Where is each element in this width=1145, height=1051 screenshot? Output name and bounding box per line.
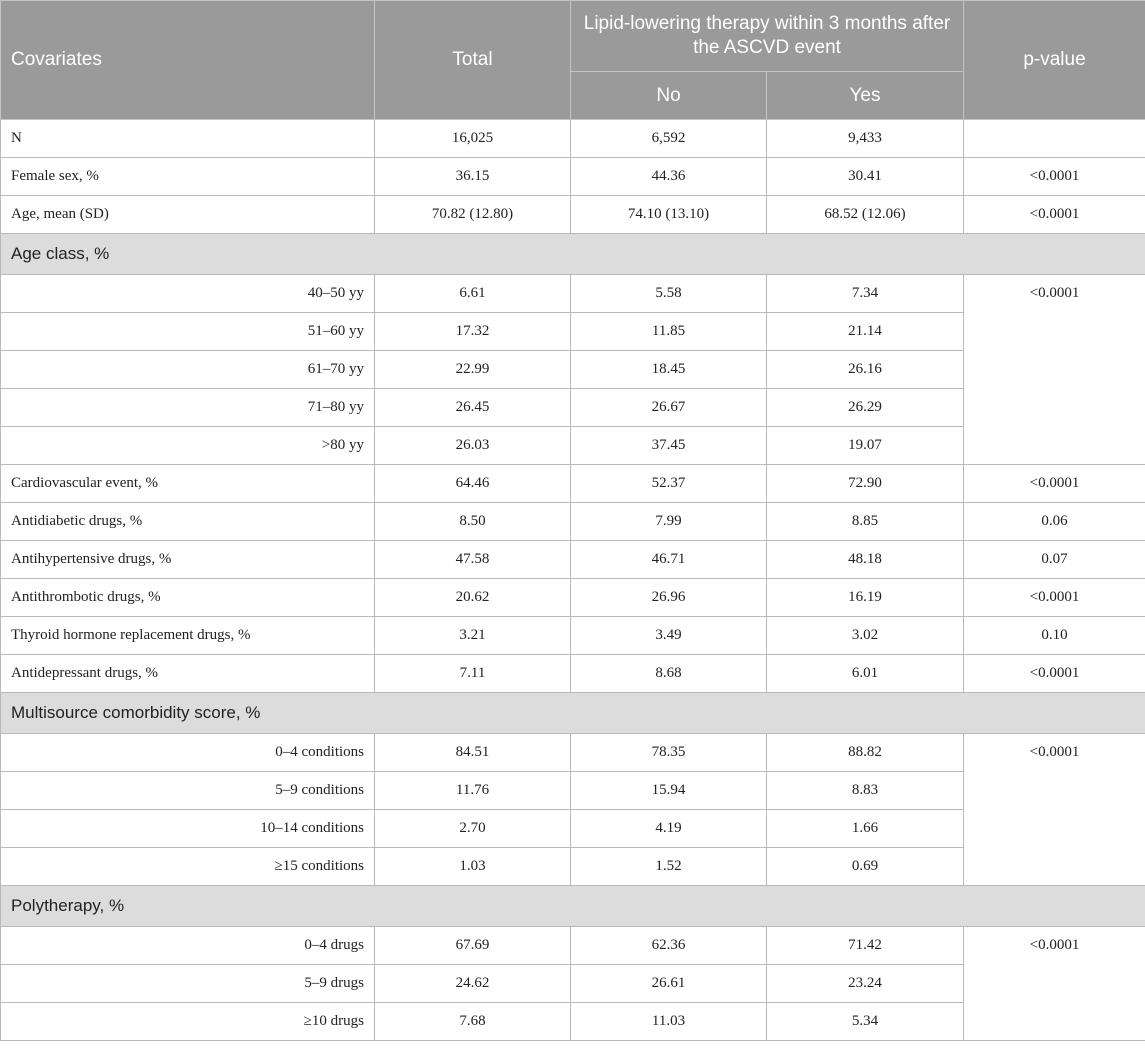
- row-label: Female sex, %: [1, 158, 375, 196]
- cell-yes: 6.01: [767, 655, 964, 693]
- cell-no: 8.68: [571, 655, 767, 693]
- cell-yes: 0.69: [767, 848, 964, 886]
- row-label: 10–14 conditions: [1, 810, 375, 848]
- table-row-antidepressant: [1, 655, 1145, 693]
- row-label: 0–4 conditions: [1, 734, 375, 772]
- table-row-n: [1, 120, 1145, 158]
- row-label: 40–50 yy: [1, 275, 375, 313]
- cell-yes: 23.24: [767, 965, 964, 1003]
- cell-total: 8.50: [375, 503, 571, 541]
- cell-total: 6.61: [375, 275, 571, 313]
- section-title: Polytherapy, %: [1, 886, 1145, 927]
- row-label: 71–80 yy: [1, 389, 375, 427]
- cell-no: 37.45: [571, 427, 767, 465]
- row-label: >80 yy: [1, 427, 375, 465]
- header-yes: Yes: [767, 72, 964, 120]
- section-comorbidity: [1, 693, 1145, 734]
- cell-no: 18.45: [571, 351, 767, 389]
- table-row-antidiabetic: [1, 503, 1145, 541]
- cell-pvalue: 0.07: [964, 541, 1145, 579]
- row-label: 51–60 yy: [1, 313, 375, 351]
- table-row-antithrombotic: [1, 579, 1145, 617]
- row-label: Cardiovascular event, %: [1, 465, 375, 503]
- cell-yes: 9,433: [767, 120, 964, 158]
- header-therapy: Lipid-lowering therapy within 3 months after the ASCVD event: [571, 1, 964, 72]
- cell-total: 11.76: [375, 772, 571, 810]
- row-label: ≥10 drugs: [1, 1003, 375, 1041]
- cell-pvalue: <0.0001: [964, 275, 1145, 465]
- row-label: Age, mean (SD): [1, 196, 375, 234]
- header-total: Total: [375, 1, 571, 120]
- cell-no: 26.61: [571, 965, 767, 1003]
- cell-yes: 30.41: [767, 158, 964, 196]
- cell-no: 26.96: [571, 579, 767, 617]
- row-label: N: [1, 120, 375, 158]
- cell-pvalue: <0.0001: [964, 927, 1145, 1041]
- cell-pvalue: <0.0001: [964, 158, 1145, 196]
- cell-yes: 68.52 (12.06): [767, 196, 964, 234]
- cell-no: 4.19: [571, 810, 767, 848]
- cell-total: 26.45: [375, 389, 571, 427]
- cell-pvalue: 0.06: [964, 503, 1145, 541]
- cell-no: 7.99: [571, 503, 767, 541]
- cell-pvalue: <0.0001: [964, 655, 1145, 693]
- cell-yes: 3.02: [767, 617, 964, 655]
- cell-total: 70.82 (12.80): [375, 196, 571, 234]
- cell-no: 52.37: [571, 465, 767, 503]
- cell-no: 11.85: [571, 313, 767, 351]
- row-label: Antithrombotic drugs, %: [1, 579, 375, 617]
- cell-yes: 8.85: [767, 503, 964, 541]
- cell-yes: 72.90: [767, 465, 964, 503]
- row-label: 5–9 conditions: [1, 772, 375, 810]
- cell-yes: 48.18: [767, 541, 964, 579]
- section-age-class: [1, 234, 1145, 275]
- cell-yes: 21.14: [767, 313, 964, 351]
- row-label: Antidepressant drugs, %: [1, 655, 375, 693]
- table-row-female: [1, 158, 1145, 196]
- header-covariates: Covariates: [1, 1, 375, 120]
- cell-total: 22.99: [375, 351, 571, 389]
- table-row: [1, 734, 1145, 772]
- cell-total: 24.62: [375, 965, 571, 1003]
- table-row: [1, 275, 1145, 313]
- table-body: [1, 120, 1145, 1041]
- cell-no: 62.36: [571, 927, 767, 965]
- cell-yes: 1.66: [767, 810, 964, 848]
- cell-total: 47.58: [375, 541, 571, 579]
- cell-pvalue: <0.0001: [964, 579, 1145, 617]
- row-label: 0–4 drugs: [1, 927, 375, 965]
- cell-total: 7.68: [375, 1003, 571, 1041]
- cell-yes: 71.42: [767, 927, 964, 965]
- cell-yes: 88.82: [767, 734, 964, 772]
- row-label: Antihypertensive drugs, %: [1, 541, 375, 579]
- header-no: No: [571, 72, 767, 120]
- table-row-antihypertensive: [1, 541, 1145, 579]
- cell-no: 78.35: [571, 734, 767, 772]
- table-row-age-mean: [1, 196, 1145, 234]
- cell-yes: 16.19: [767, 579, 964, 617]
- cell-total: 84.51: [375, 734, 571, 772]
- header-pvalue: p-value: [964, 1, 1145, 120]
- section-title: Age class, %: [1, 234, 1145, 275]
- cell-no: 6,592: [571, 120, 767, 158]
- row-label: ≥15 conditions: [1, 848, 375, 886]
- cell-no: 74.10 (13.10): [571, 196, 767, 234]
- cell-yes: 8.83: [767, 772, 964, 810]
- cell-total: 1.03: [375, 848, 571, 886]
- row-label: 61–70 yy: [1, 351, 375, 389]
- cell-pvalue: <0.0001: [964, 196, 1145, 234]
- cell-no: 15.94: [571, 772, 767, 810]
- cell-total: 2.70: [375, 810, 571, 848]
- cell-yes: 26.16: [767, 351, 964, 389]
- cell-total: 7.11: [375, 655, 571, 693]
- cell-pvalue: [964, 120, 1145, 158]
- cell-no: 5.58: [571, 275, 767, 313]
- table-row-thyroid: [1, 617, 1145, 655]
- table-row: [1, 927, 1145, 965]
- section-polytherapy: [1, 886, 1145, 927]
- cell-pvalue: <0.0001: [964, 734, 1145, 886]
- cell-no: 11.03: [571, 1003, 767, 1041]
- cell-yes: 7.34: [767, 275, 964, 313]
- cell-total: 17.32: [375, 313, 571, 351]
- cell-total: 26.03: [375, 427, 571, 465]
- cell-total: 64.46: [375, 465, 571, 503]
- section-title: Multisource comorbidity score, %: [1, 693, 1145, 734]
- cell-total: 36.15: [375, 158, 571, 196]
- row-label: Antidiabetic drugs, %: [1, 503, 375, 541]
- cell-no: 3.49: [571, 617, 767, 655]
- cell-yes: 26.29: [767, 389, 964, 427]
- cell-pvalue: <0.0001: [964, 465, 1145, 503]
- cell-no: 44.36: [571, 158, 767, 196]
- row-label: 5–9 drugs: [1, 965, 375, 1003]
- cell-no: 1.52: [571, 848, 767, 886]
- cell-no: 46.71: [571, 541, 767, 579]
- cell-yes: 19.07: [767, 427, 964, 465]
- cell-yes: 5.34: [767, 1003, 964, 1041]
- row-label: Thyroid hormone replacement drugs, %: [1, 617, 375, 655]
- table-header: [1, 1, 1145, 120]
- cell-total: 67.69: [375, 927, 571, 965]
- cell-total: 20.62: [375, 579, 571, 617]
- cell-total: 3.21: [375, 617, 571, 655]
- cell-no: 26.67: [571, 389, 767, 427]
- table-row-cardiovascular: [1, 465, 1145, 503]
- cell-pvalue: 0.10: [964, 617, 1145, 655]
- cell-total: 16,025: [375, 120, 571, 158]
